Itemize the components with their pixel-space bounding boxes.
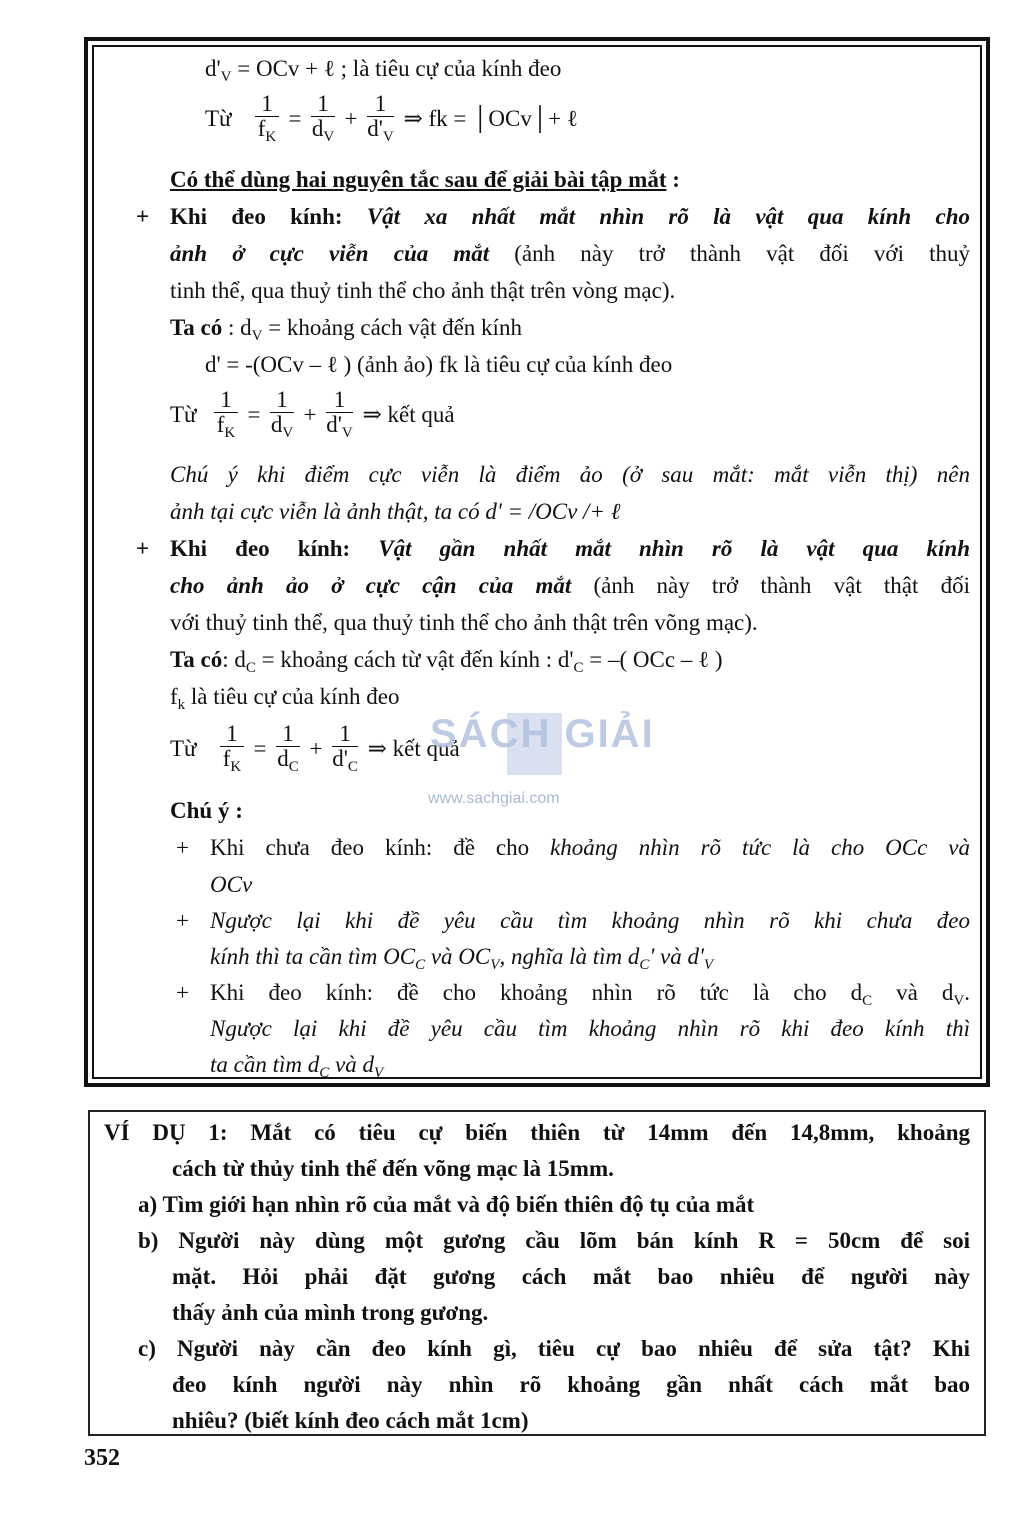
section-heading: Có thể dùng hai nguyên tắc sau để giải bài tập mắt :: [170, 167, 680, 192]
page-number: 352: [84, 1445, 120, 1471]
note-item-1-line-2: OCv: [210, 872, 253, 897]
example-question-b-2: mặt. Hỏi phải đặt gương cách mắt bao nhiêu để người này: [172, 1264, 970, 1289]
ta-co-dv: Ta có : $d_V$ = khoảng cách vật đến kính: [170, 315, 522, 344]
bullet-plus: +: [176, 908, 189, 933]
note-heading: Chú ý :: [170, 798, 243, 823]
example-title: VÍ DỤ 1: Mắt có tiêu cự biến thiên từ 14mm đến 14,8mm, khoảng: [104, 1120, 970, 1145]
note-far-point-2: ảnh tại cực viễn là ảnh thật, ta có d' = /OCv /+ ℓ: [170, 499, 621, 524]
example-question-b-1: b) Người này dùng một gương cầu lõm bán kính R = 50cm để soi: [138, 1228, 970, 1253]
note-item-3-line-1: Khi đeo kính: đề cho khoảng nhìn rõ tức là cho $d_C$ và $d_V$.: [210, 980, 970, 1009]
d-prime-line: d' = -(OCv – ℓ ) (ảnh ảo) fk là tiêu cự của kính đeo: [205, 352, 673, 377]
example-question-c-1: c) Người này cần đeo kính gì, tiêu cự bao nhiêu để sửa tật? Khi: [138, 1336, 970, 1361]
note-item-3-line-3: ta cần tìm $d_C$ và $d_V$: [210, 1052, 384, 1081]
principle-2-line-1: Khi đeo kính: Vật gần nhất mắt nhìn rõ là vật qua kính: [170, 536, 971, 561]
principle-1-line-2: ảnh ở cực viễn của mắt (ảnh này trở thành vật đối với thuỷ: [170, 241, 970, 266]
example-question-a: a) Tìm giới hạn nhìn rõ của mắt và độ biến thiên độ tụ của mắt: [138, 1192, 755, 1217]
principle-1-line-3: tinh thể, qua thuỷ tinh thể cho ảnh thật trên vòng mạc).: [170, 278, 676, 303]
fk-definition: $f_k$ là tiêu cự của kính đeo: [170, 684, 400, 713]
bullet-plus: +: [176, 980, 189, 1005]
dv-prime-formula: $d'_V$ = OCv + ℓ ; là tiêu cự của kính đeo: [205, 56, 562, 85]
note-item-3-line-2: Ngược lại khi đề yêu cầu tìm khoảng nhìn rõ khi đeo kính thì: [210, 1016, 970, 1041]
lens-formula-1: Từ $\frac{1}{f_K}$ = $\frac{1}{d_V}$ + $\frac{1}{d'_V}$ ⇒ fk = │OCv│+ ℓ: [205, 91, 578, 145]
watermark-brand: SÁCH GIẢI: [430, 712, 655, 756]
ta-co-dc: Ta có: $d_C$ = khoảng cách từ vật đến kính : $d'_C$ = –( OCc – ℓ ): [170, 647, 723, 676]
example-question-b-3: thấy ảnh của mình trong gương.: [172, 1300, 489, 1325]
note-item-2-line-1: Ngược lại khi đề yêu cầu tìm khoảng nhìn rõ khi chưa đeo: [210, 908, 970, 933]
bullet-plus: +: [176, 835, 189, 860]
principle-1-line-1: Khi đeo kính: Vật xa nhất mắt nhìn rõ là vật qua kính cho: [170, 204, 971, 229]
note-item-2-line-2: kính thì ta cần tìm $OC_C$ và $OC_V$, nghĩa là tìm $d_C'$ và $d'_V$: [210, 944, 714, 973]
example-question-c-2: đeo kính người này nhìn rõ khoảng gần nhất cách mắt bao: [172, 1372, 970, 1397]
watermark-url: www.sachgiai.com: [428, 790, 560, 807]
bullet-plus: +: [136, 204, 150, 229]
note-far-point-1: Chú ý khi điểm cực viễn là điểm ảo (ở sau mắt: mắt viễn thị) nên: [170, 462, 970, 487]
example-line-2: cách từ thủy tinh thể đến võng mạc là 15mm.: [172, 1156, 614, 1181]
example-question-c-3: nhiêu? (biết kính đeo cách mắt 1cm): [172, 1408, 529, 1433]
bullet-plus: +: [136, 536, 150, 561]
lens-formula-2: Từ $\frac{1}{f_K}$ = $\frac{1}{d_V}$ + $\frac{1}{d'_V}$ ⇒ kết quả: [170, 387, 455, 441]
principle-2-line-2: cho ảnh ảo ở cực cận của mắt (ảnh này trở thành vật thật đối: [170, 573, 970, 598]
lens-formula-3: Từ $\frac{1}{f_K}$ = $\frac{1}{d_C}$ + $\frac{1}{d'_C}$ ⇒ kết quả: [170, 721, 460, 775]
note-item-1-line-1: Khi chưa đeo kính: đề cho khoảng nhìn rõ tức là cho OCc và: [210, 835, 970, 860]
principle-2-line-3: với thuỷ tinh thể, qua thuỷ tinh thể cho ảnh thật trên võng mạc).: [170, 610, 758, 635]
